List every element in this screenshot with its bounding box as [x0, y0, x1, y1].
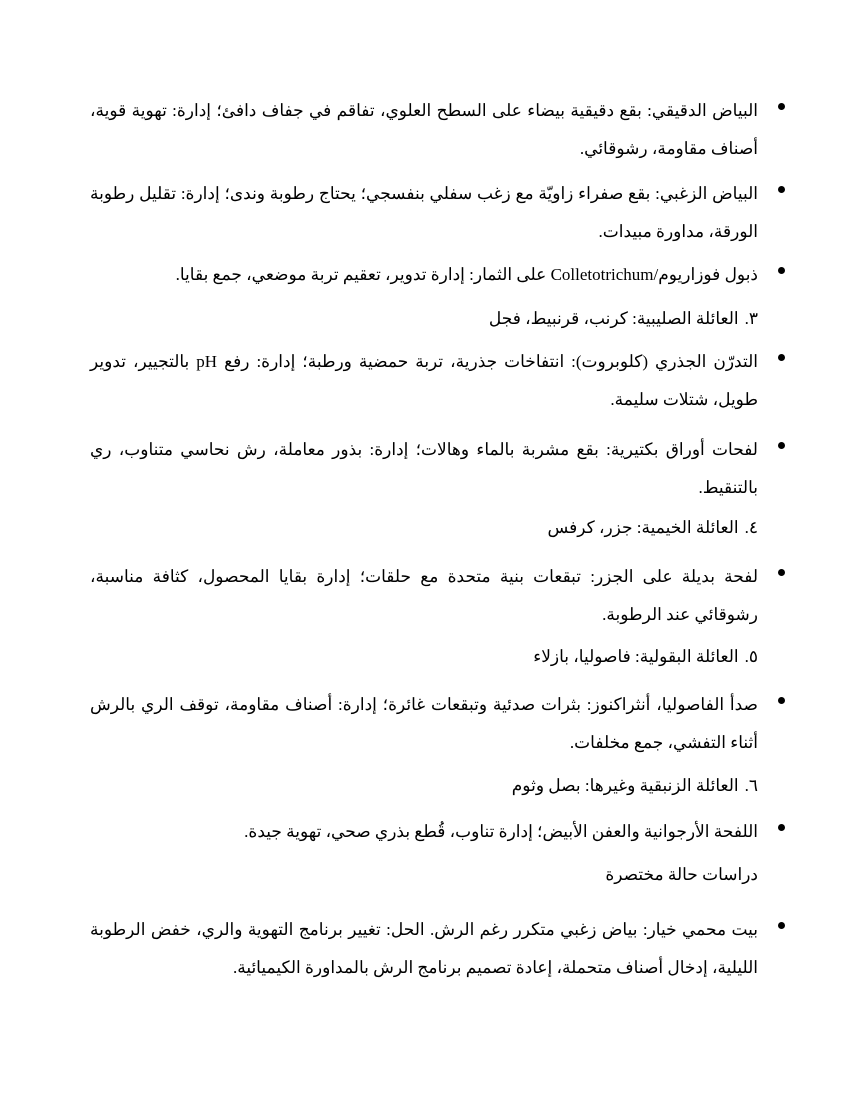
list-item-purple-blotch — [90, 813, 758, 851]
bullet-icon — [778, 697, 785, 704]
list-item-case-study-cucumber — [90, 911, 758, 987]
list-item-text: لفحات أوراق بكتيرية: بقع مشربة بالماء وهالات؛ إدارة: بذور معاملة، رش نحاسي متناوب، ري بالتنقيط. — [90, 440, 758, 497]
list-item-text: التدرّن الجذري (كلوبروت): انتفاخات جذرية، تربة حمضية ورطبة؛ إدارة: رفع pH بالتجيير، تدوير طويل، شتلات سليمة. — [90, 352, 758, 409]
bullet-icon — [778, 103, 785, 110]
section-heading-cruciferous — [90, 300, 758, 338]
list-item-alternaria-carrot — [90, 558, 758, 634]
list-item-text: بيت محمي خيار: بياض زغبي متكرر رغم الرش. الحل: تغيير برنامج التهوية والري، خفض الرطوبة الليلية، إدخال أصناف متحملة، إعادة تصميم برنامج الرش بالمداورة الكيميائية. — [90, 920, 758, 977]
list-item-text: البياض الزغبي: بقع صفراء زاويّة مع زغب سفلي بنفسجي؛ يحتاج رطوبة وندى؛ إدارة: تقليل رطوبة الورقة، مداورة مبيدات. — [90, 184, 758, 241]
list-item-downy-mildew — [90, 175, 758, 251]
list-item-powdery-mildew — [90, 92, 758, 168]
list-item-text: لفحة بديلة على الجزر: تبقعات بنية متحدة مع حلقات؛ إدارة بقايا المحصول، كثافة مناسبة، رشوقائي عند الرطوبة. — [90, 567, 759, 624]
list-item-fusarium-wilt — [90, 256, 758, 294]
heading-text: العائلة الزنبقية وغيرها: بصل وثوم — [511, 776, 739, 795]
list-item-text: صدأ الفاصوليا، أنثراكنوز: بثرات صدئية وتبقعات غائرة؛ إدارة: أصناف مقاومة، توقف الري بالرش أثناء التفشي، جمع مخلفات. — [90, 695, 758, 752]
list-item-clubroot — [90, 343, 758, 419]
list-item-text: ذبول فوزاريوم/Colletotrichum على الثمار: إدارة تدوير، تعقيم تربة موضعي، جمع بقايا. — [175, 265, 758, 284]
list-item-text: اللفحة الأرجوانية والعفن الأبيض؛ إدارة تناوب، قُطع بذري صحي، تهوية جيدة. — [244, 822, 758, 841]
bullet-icon — [778, 354, 785, 361]
heading-number: ٣. — [744, 309, 758, 328]
heading-number: ٤. — [744, 518, 758, 537]
bullet-icon — [778, 186, 785, 193]
list-item-text: البياض الدقيقي: بقع دقيقية بيضاء على السطح العلوي، تفاقم في جفاف دافئ؛ إدارة: تهوية قوية، أصناف مقاومة، رشوقائي. — [90, 101, 758, 158]
heading-number: ٥. — [744, 647, 758, 666]
section-title-case-studies: دراسات حالة مختصرة — [605, 865, 758, 884]
bullet-icon — [778, 267, 785, 274]
bullet-icon — [778, 569, 785, 576]
heading-number: ٦. — [744, 776, 758, 795]
section-heading-umbellifer — [90, 509, 758, 547]
bullet-icon — [778, 922, 785, 929]
bullet-icon — [778, 824, 785, 831]
list-item-bean-rust — [90, 686, 758, 762]
bullet-icon — [778, 442, 785, 449]
heading-text: العائلة الخيمية: جزر، كرفس — [547, 518, 739, 537]
heading-text: العائلة الصليبية: كرنب، قرنبيط، فجل — [488, 309, 739, 328]
section-heading-allium — [90, 767, 758, 805]
list-item-bacterial-leaf-blight — [90, 431, 758, 507]
heading-text: العائلة البقولية: فاصوليا، بازلاء — [533, 647, 739, 666]
section-heading-legume — [90, 638, 758, 676]
